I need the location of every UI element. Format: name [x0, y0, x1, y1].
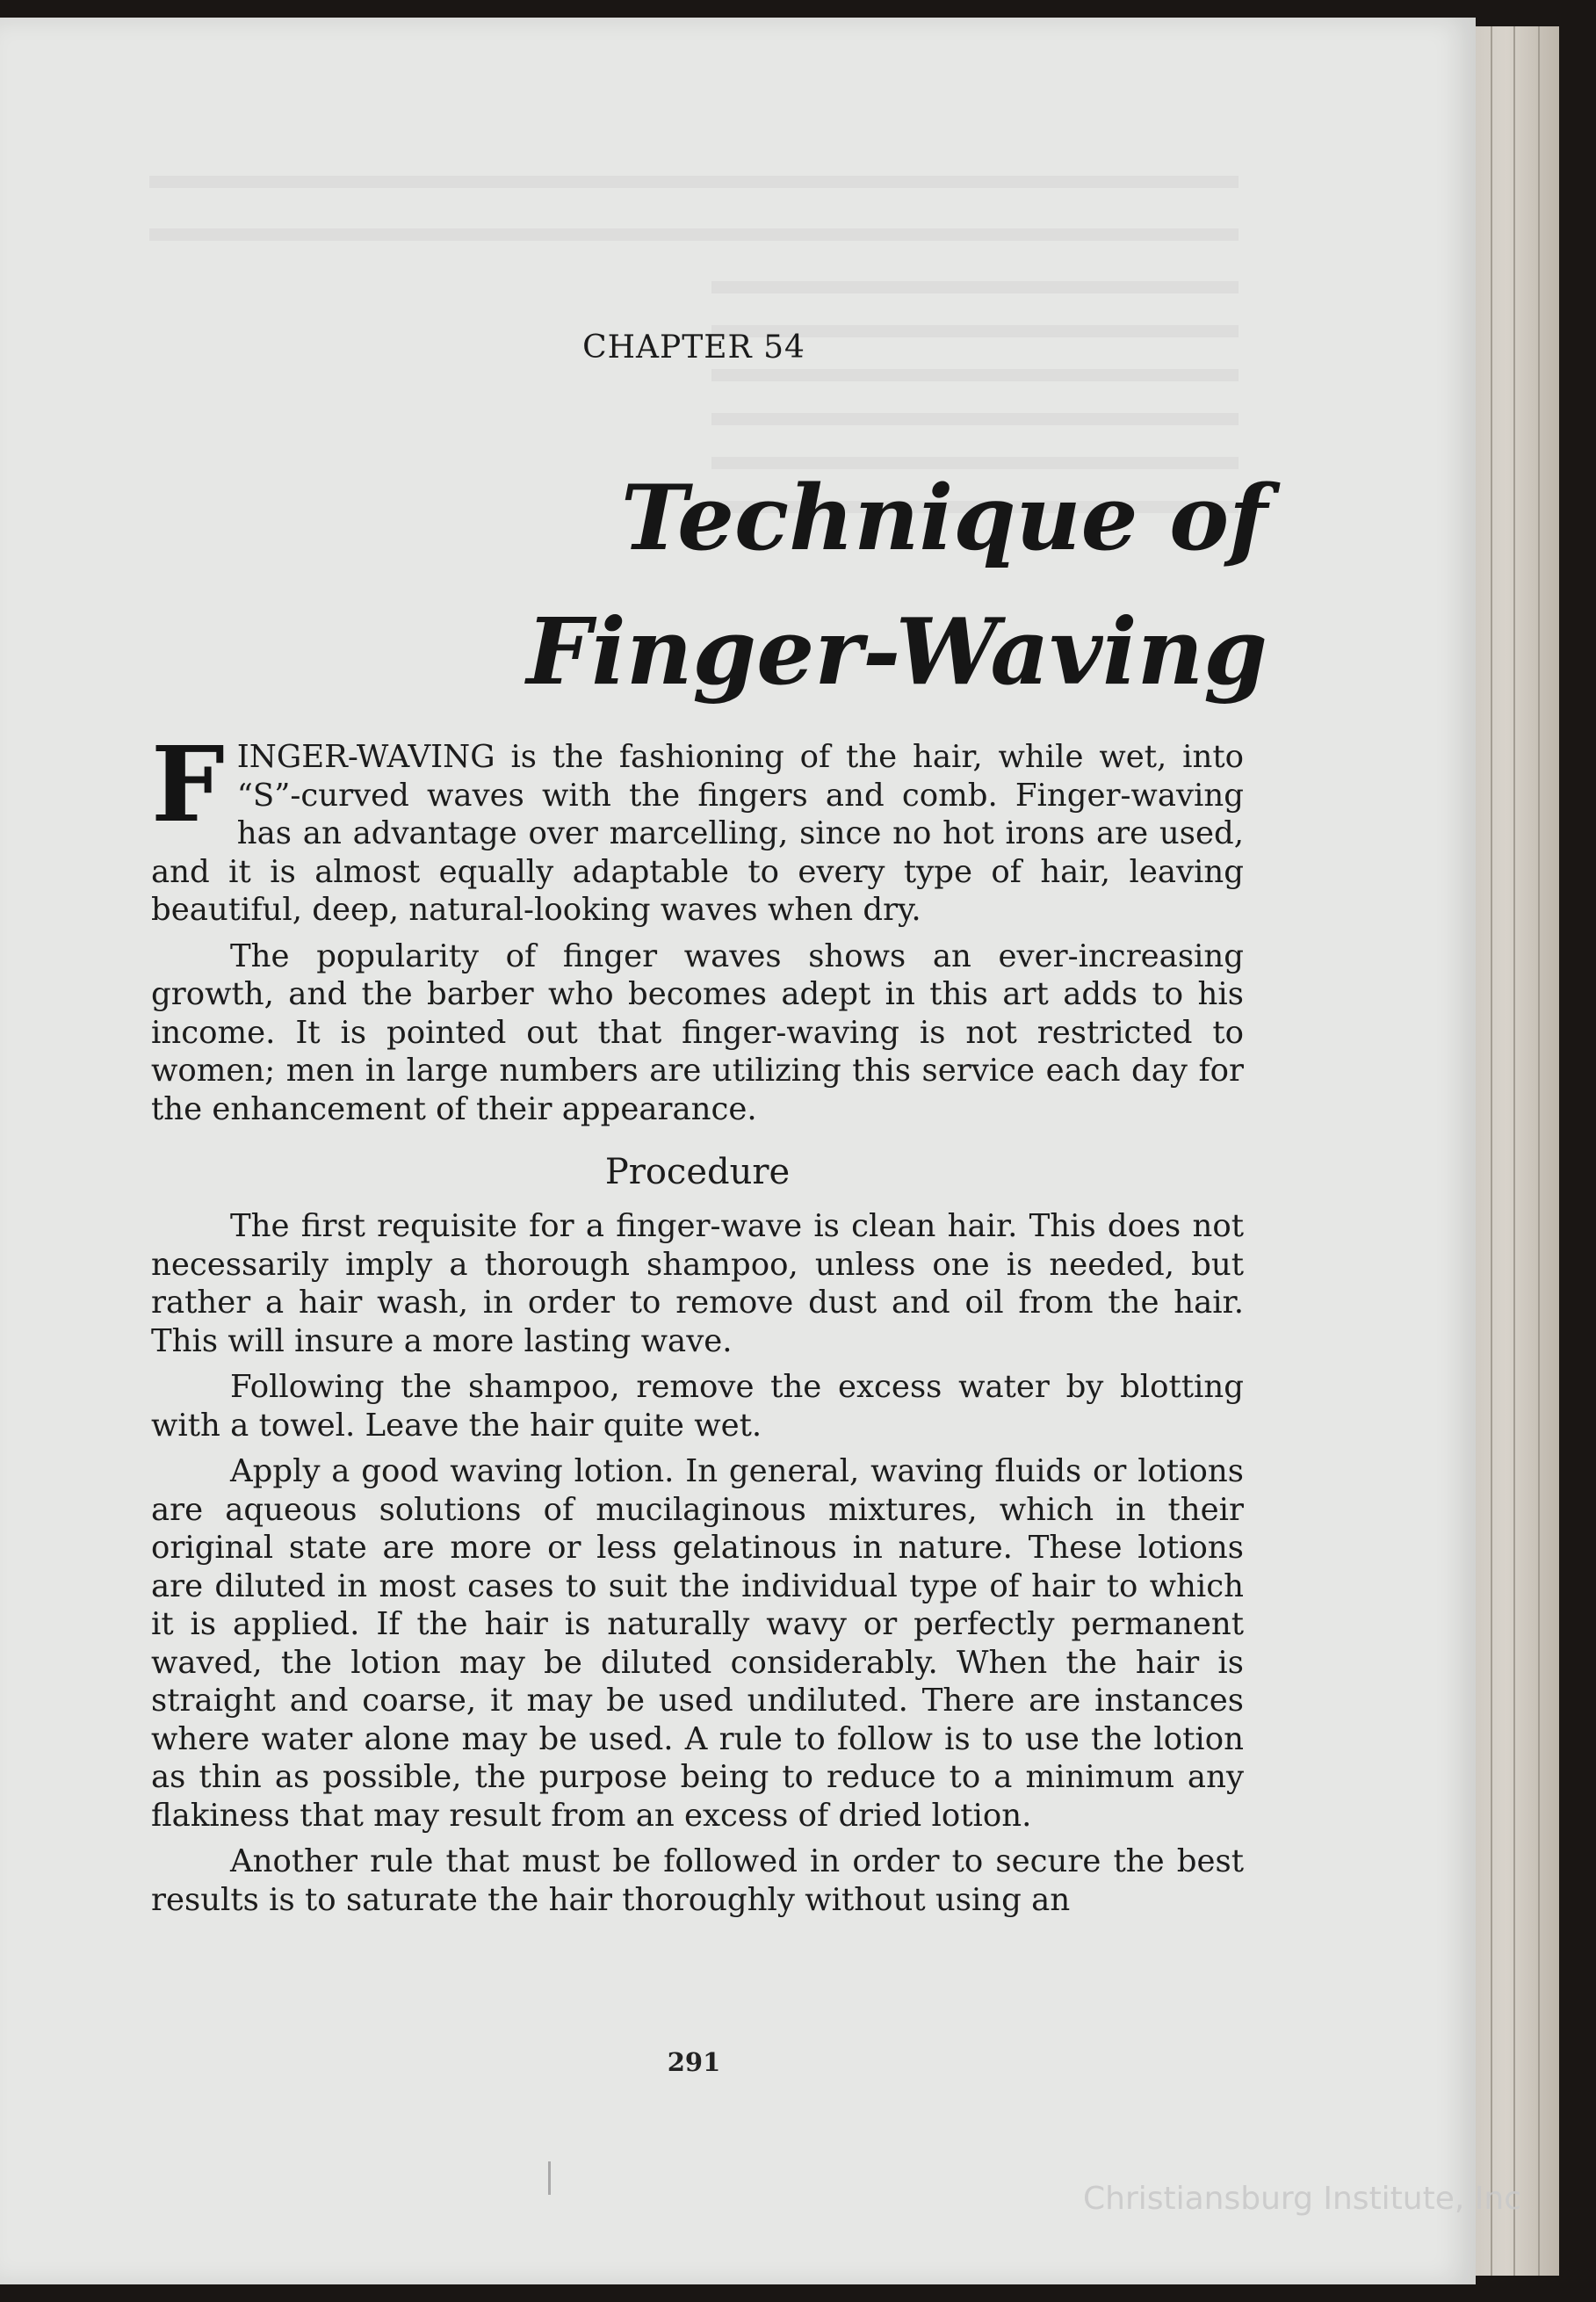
paragraph: The popularity of finger waves shows an ever-increasing growth, and the barber who becomes adept in this art adds to his income. It is pointed out that finger-waving is not restricted to women; men in large numbers are utilizing this service each day for the enhancement of their appearance.: [151, 937, 1244, 1127]
paragraph: Another rule that must be followed in order to secure the best results is to saturate the hair thoroughly without using an: [151, 1843, 1244, 1918]
page-number: 291: [667, 2047, 721, 2077]
chapter-label: CHAPTER 54: [582, 329, 805, 366]
paragraph: Apply a good waving lotion. In general, waving fluids or lotions are aqueous solutions of mucilaginous mixtures, which in their original state are more or less gelatinous in nature. These lotions are diluted in most cases to suit the individual type of hair to which it is applied. If the hair is naturally wavy or perfectly permanent waved, the lotion may be diluted considerably. When the hair is straight and coarse, it may be used undiluted. There are instances where water alone may be used. A rule to follow is to use the lotion as thin as possible, the purpose being to reduce to a minimum any flakiness that may result from an excess of dried lotion.: [151, 1453, 1244, 1834]
page-edge: [1469, 26, 1559, 2276]
section-heading: Procedure: [604, 1152, 791, 1192]
chapter-title-line-1: Technique of: [620, 466, 1267, 571]
body-text: [151, 723, 1244, 1927]
paragraph: The first requisite for a finger-wave is clean hair. This does not necessarily imply a thorough shampoo, unless one is needed, but rather a hair wash, in order to remove dust and oil from the hair. This will insure a more lasting wave.: [151, 1208, 1244, 1359]
paragraph-text: INGER-WAVING is the fashioning of the hair, while wet, into “S”-curved waves with the fingers and comb. Finger-waving has an advantage over marcelling, since no hot irons are used, and it is almost equally adaptable to every type of hair, leaving beautiful, deep, natural-looking waves when dry.: [151, 739, 1244, 928]
paragraph: [151, 723, 1244, 930]
chapter-title-line-2: Finger-Waving: [526, 597, 1267, 706]
paragraph: Following the shampoo, remove the excess water by blotting with a towel. Leave the hair quite wet.: [151, 1369, 1244, 1444]
drop-cap: F: [151, 723, 225, 845]
stray-mark: [548, 2161, 551, 2195]
book-page: [0, 18, 1476, 2284]
watermark: Christiansburg Institute, Inc: [1082, 2181, 1521, 2217]
